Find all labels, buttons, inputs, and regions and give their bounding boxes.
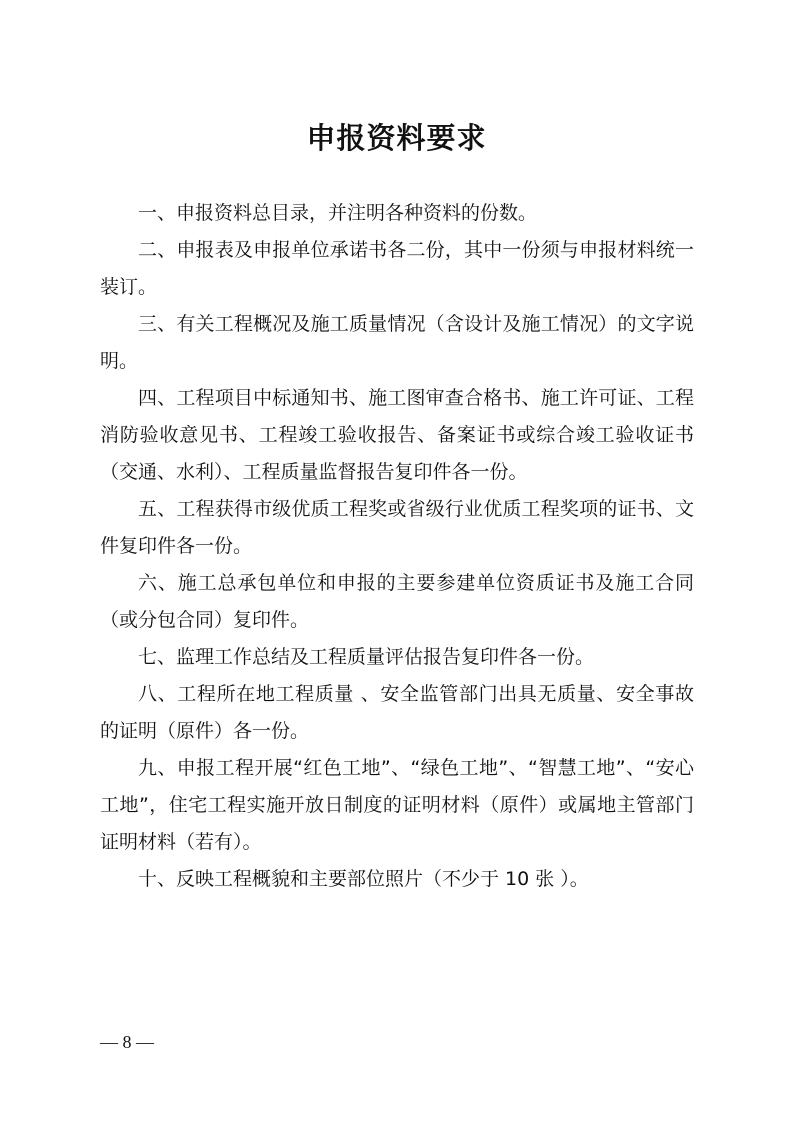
requirement-item-9: 九、申报工程开展“红色工地”、“绿色工地”、“智慧工地”、“安心工地”，住宅工程实施开放日制度的证明材料（原件）或属地主管部门证明材料（若有）。 [100,757,694,853]
requirement-item-2: 二、申报表及申报单位承诺书各二份，其中一份须与申报材料统一装订。 [100,239,694,298]
requirement-item-5: 五、工程获得市级优质工程奖或省级行业优质工程奖项的证书、文件复印件各一份。 [100,498,694,557]
page-number: — 8 — [100,1032,154,1052]
requirement-item-8: 八、工程所在地工程质量 、安全监管部门出具无质量、安全事故的证明（原件）各一份。 [100,683,694,742]
requirement-item-3: 三、有关工程概况及施工质量情况（含设计及施工情况）的文字说明。 [100,313,694,372]
requirement-item-4: 四、工程项目中标通知书、施工图审查合格书、施工许可证、工程消防验收意见书、工程竣工验收报告、备案证书或综合竣工验收证书（交通、水利）、工程质量监督报告复印件各一份。 [100,387,694,483]
requirement-item-7: 七、监理工作总结及工程质量评估报告复印件各一份。 [138,646,595,668]
requirements-list [100,195,694,898]
requirement-item-1: 一、申报资料总目录，并注明各种资料的份数。 [138,202,538,224]
requirement-item-10: 十、反映工程概貌和主要部位照片（不少于 10 张 ）。 [138,868,589,890]
document-title: 申报资料要求 [306,121,487,155]
requirement-item-6: 六、施工总承包单位和申报的主要参建单位资质证书及施工合同（或分包合同）复印件。 [100,572,694,631]
